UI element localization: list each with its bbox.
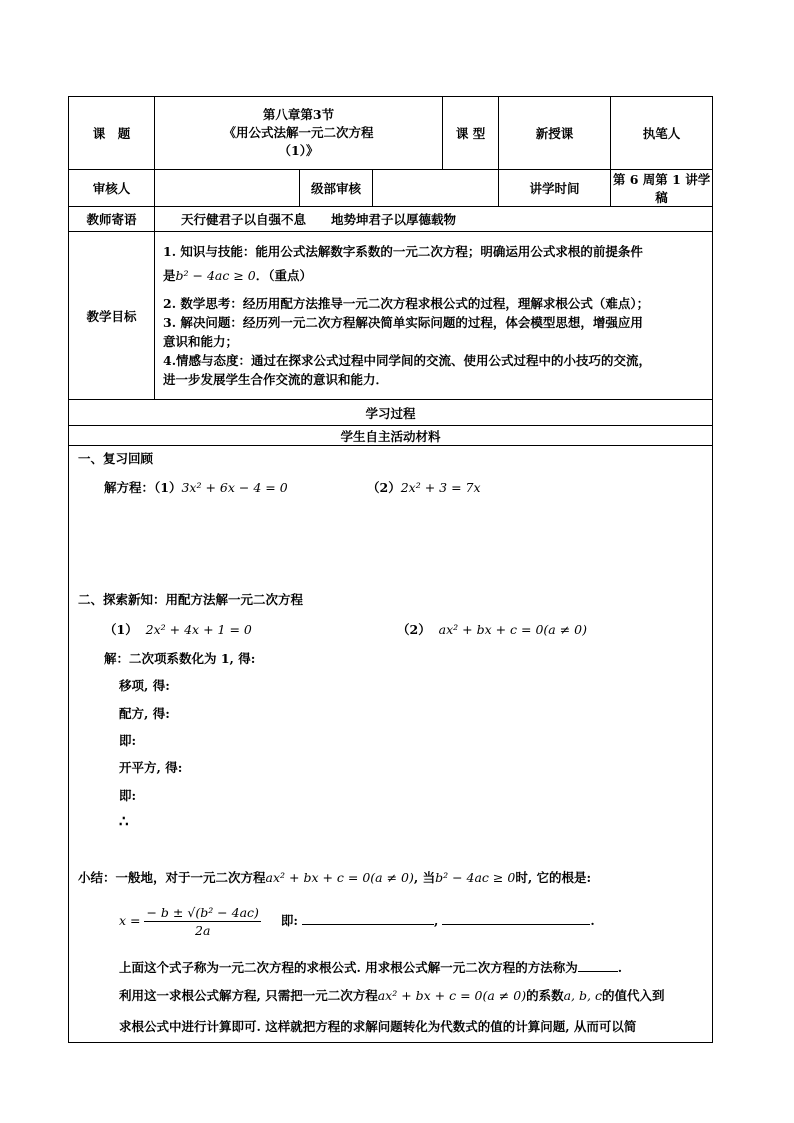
- title-part: （1）》: [278, 143, 319, 158]
- objective-3a: 3. 解决问题：经历列一元二次方程解决简单实际问题的过程，体会模型思想，增强应用: [163, 315, 643, 330]
- method-name-blank[interactable]: [578, 957, 618, 972]
- summary-para-1: [119, 957, 622, 976]
- objective-1b-post: ．（重点）: [255, 268, 312, 283]
- lesson-title-cell: [155, 97, 443, 170]
- para2-a: 利用这一求根公式解方程, 只需把一元二次方程: [119, 988, 378, 1003]
- summary-mid: , 当: [413, 870, 436, 885]
- explore-eq1: 2x² + 4x + 1 = 0: [145, 622, 252, 637]
- formula-denominator: 2a: [195, 923, 211, 938]
- formula-lhs: x =: [119, 913, 141, 928]
- formula-ji: 即:: [280, 913, 299, 928]
- review-line-2: [367, 478, 481, 496]
- explore-eq2-label: （2）: [397, 622, 431, 637]
- chapter-line: 第八章第3节: [262, 107, 335, 122]
- formula-period: .: [590, 913, 595, 928]
- dept-review-label: 级部审核: [300, 170, 373, 207]
- objective-1a: 1. 知识与技能：能用公式法解数字系数的一元二次方程；明确运用公式求根的前提条件: [163, 244, 643, 259]
- topic-label: 课 题: [69, 97, 155, 170]
- explore-eq1-line: [104, 620, 252, 638]
- time-value: 第 6 周第 1 讲学稿: [611, 170, 713, 207]
- summary-lead: 小结：一般地，对于一元二次方程: [78, 870, 266, 885]
- explore-eq2: ax² + bx + c = 0(a ≠ 0): [438, 622, 588, 637]
- objectives-content: [155, 232, 713, 400]
- summary-cond: b² − 4ac ≥ 0: [435, 870, 516, 885]
- explore-heading: 二、探索新知：用配方法解一元二次方程: [78, 592, 304, 607]
- root-blank-2[interactable]: [442, 894, 590, 925]
- objective-1b-pre: 是: [163, 268, 176, 283]
- review-prompt: 解方程：: [104, 480, 155, 495]
- objective-3b: 意识和能力；: [163, 334, 239, 349]
- review-eq1-label: （1）: [154, 480, 182, 495]
- review-eq1: 3x² + 6x − 4 = 0: [181, 480, 288, 495]
- formula-comma: ,: [434, 913, 439, 928]
- explore-step-4: 即:: [119, 733, 137, 748]
- summary-para-2: [119, 986, 664, 1004]
- summary-eq: ax² + bx + c = 0(a ≠ 0): [265, 870, 414, 885]
- para2-vars: a, b, c: [563, 988, 602, 1003]
- process-subtitle: 学生自主活动材料: [69, 426, 713, 446]
- para2-c: 的值代入到: [601, 988, 665, 1003]
- review-eq2-label: （2）: [367, 480, 401, 495]
- formula-numerator: − b ± √(b² − 4ac): [146, 905, 259, 920]
- lesson-table: [68, 96, 713, 1043]
- message-label: 教师寄语: [69, 207, 155, 232]
- root-formula-line: [119, 894, 595, 940]
- summary-tail: 时, 它的根是:: [515, 870, 592, 885]
- explore-step-7: ∴: [119, 812, 129, 830]
- type-label: 课 型: [443, 97, 499, 170]
- message-value: 天行健君子以自强不息 地势坤君子以厚德载物: [155, 207, 713, 232]
- objectives-label: 教学目标: [69, 232, 155, 400]
- objective-4b: 进一步发展学生合作交流的意识和能力．: [163, 372, 389, 387]
- title-line: 《用公式法解一元二次方程: [223, 125, 374, 140]
- reviewer-label: 审核人: [69, 170, 155, 207]
- para2-b: 的系数: [526, 988, 564, 1003]
- dept-review-value: [373, 170, 499, 207]
- summary-line: [78, 868, 591, 886]
- review-line: [104, 478, 288, 496]
- explore-step-2: 移项, 得:: [119, 678, 170, 693]
- root-blank-1[interactable]: [302, 894, 434, 925]
- activity-content: [69, 446, 713, 1043]
- explore-eq2-line: [397, 620, 587, 638]
- author-label: 执笔人: [611, 97, 713, 170]
- explore-step-1: 解：二次项系数化为 1, 得:: [104, 651, 256, 666]
- explore-step-6: 即:: [119, 788, 137, 803]
- objective-4a: 4.情感与态度：通过在探求公式过程中同学间的交流、使用公式过程中的小技巧的交流，: [163, 353, 652, 368]
- explore-step-5: 开平方, 得:: [119, 760, 183, 775]
- explore-step-3: 配方, 得:: [119, 706, 170, 721]
- time-label: 讲学时间: [499, 170, 611, 207]
- process-title: 学习过程: [69, 400, 713, 426]
- activity-body: [69, 446, 712, 1042]
- root-formula-fraction: [144, 904, 260, 939]
- objective-1b-math: b² − 4ac ≥ 0: [175, 268, 256, 283]
- type-value: 新授课: [499, 97, 611, 170]
- reviewer-value: [155, 170, 300, 207]
- summary-para-3: 求根公式中进行计算即可. 这样就把方程的求解问题转化为代数式的值的计算问题, 从而可以简: [119, 1019, 637, 1034]
- objective-2: 2. 数学思考：经历用配方法推导一元二次方程求根公式的过程，理解求根公式（难点）；: [163, 296, 650, 311]
- review-heading: 一、复习回顾: [78, 451, 154, 466]
- para1-end: .: [617, 960, 623, 975]
- para2-eq: ax² + bx + c = 0(a ≠ 0): [377, 988, 527, 1003]
- lesson-plan-page: [68, 96, 712, 1043]
- review-eq2: 2x² + 3 = 7x: [400, 480, 481, 495]
- explore-eq1-label: （1）: [104, 622, 138, 637]
- para1-text: 上面这个式子称为一元二次方程的求根公式. 用求根公式解一元二次方程的方法称为: [119, 960, 578, 975]
